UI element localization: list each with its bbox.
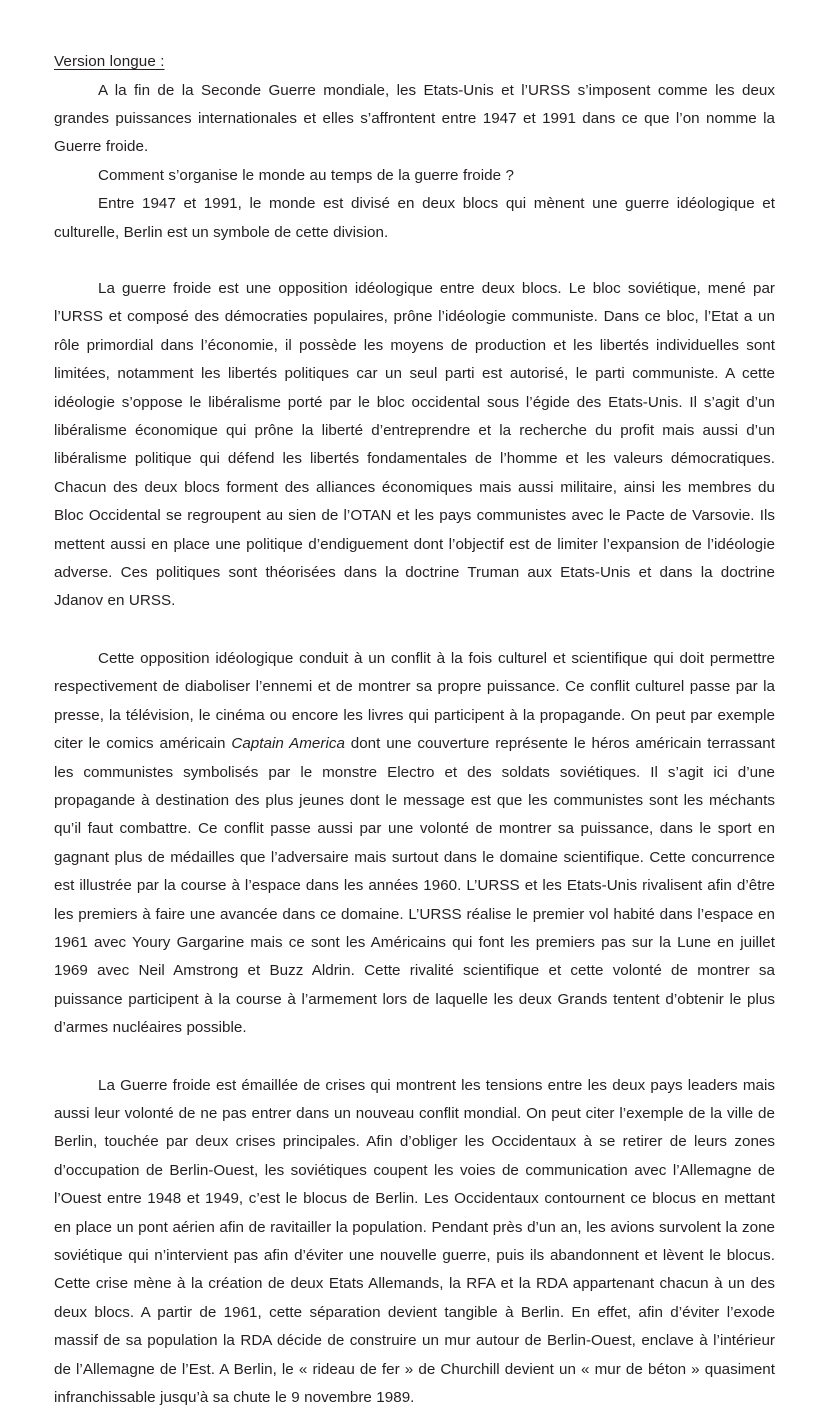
paragraph-spacer-1 [54, 247, 775, 275]
paragraph-spacer-2 [54, 616, 775, 645]
paragraph-body-2-part-a: Cette opposition idéologique conduit à un conflit à la fois culturel et scientifique qui doit permettre respectivement de diaboliser l’ennemi et de montrer sa propre puissance. Ce conflit culturel passe par la presse, la télévision, le cinéma ou encore les livres qui participent à la propagande. On peut par exemple citer le comics américain [54, 649, 775, 753]
paragraph-body-2-part-b: dont une couverture représente le héros américain terrassant les communistes symbolisés par le monstre Electro et des soldats soviétiques. Il s’agit ici d’une propagande à destination des plus jeunes dont le message est que les communistes sont les méchants qu’il faut combattre. Ce conflit passe aussi par une volonté de montrer sa puissance, dans le sport en gagnant plus de médailles que l’adversaire mais surtout dans le domaine scientifique. Cette concurrence est illustrée par la course à l’espace dans les années 1960. L’URSS et les Etats-Unis rivalisent afin d’être les premiers à faire une avancée dans ce domaine. L’URSS réalise le premier vol habité dans l’espace en 1961 avec Youry Gargarine mais ce sont les Américains qui font les premiers pas sur la Lune en juillet 1969 avec Neil Amstrong et Buzz Aldrin. Cette rivalité scientifique et cette volonté de montrer sa puissance participent à la course à l’armement lors de laquelle les deux Grands tentent d’obtenir le plus d’armes nucléaires possible. [54, 735, 775, 1037]
page-title [54, 50, 775, 74]
paragraph-intro-3: Entre 1947 et 1991, le monde est divisé en deux blocs qui mènent une guerre idéologique et culturelle, Berlin est un symbole de cette division. [54, 195, 775, 241]
document-body [54, 50, 775, 1412]
paragraph-body-2 [54, 645, 775, 1043]
paragraph-intro-2: Comment s’organise le monde au temps de la guerre froide ? [98, 166, 514, 184]
paragraph-body-1: La guerre froide est une opposition idéologique entre deux blocs. Le bloc soviétique, mené par l’URSS et composé des démocraties populaires, prône l’idéologie communiste. Dans ce bloc, l’Etat a un rôle primordial dans l’économie, il possède les moyens de production et les libertés individuelles sont limitées, notamment les libertés politiques car un seul parti est autorisé, le parti communiste. A cette idéologie s’oppose le libéralisme porté par le bloc occidental sous l’égide des Etats-Unis. Il s’agit d’un libéralisme économique qui prône la liberté d’entreprendre et la recherche du profit mais aussi d’un libéralisme politique qui défend les libertés fondamentales de l’homme et les valeurs démocratiques. Chacun des deux blocs forment des alliances économiques mais aussi militaire, ainsi les membres du Bloc Occidental se regroupent au sien de l’OTAN et les pays communistes avec le Pacte de Varsovie. Ils mettent aussi en place une politique d’endiguement dont l’objectif est de limiter l’expansion de l’idéologie adverse. Ces politiques sont théorisées dans la doctrine Truman aux Etats-Unis et dans la doctrine Jdanov en URSS. [54, 280, 775, 610]
paragraph-intro-1: A la fin de la Seconde Guerre mondiale, les Etats-Unis et l’URSS s’imposent comme les deux grandes puissances internationales et elles s’affrontent entre 1947 et 1991 dans ce que l’on nomme la Guerre froide. [54, 81, 775, 156]
paragraph-body-3: La Guerre froide est émaillée de crises qui montrent les tensions entre les deux pays leaders mais aussi leur volonté de ne pas entrer dans un nouveau conflit mondial. On peut citer l’exemple de la ville de Berlin, touchée par deux crises principales. Afin d’obliger les Occidentaux à se retirer de leurs zones d’occupation de Berlin-Ouest, les soviétiques coupent les voies de communication avec l’Allemagne de l’Ouest entre 1948 et 1949, c’est le blocus de Berlin. Les Occidentaux contournent ce blocus en mettant en place un pont aérien afin de ravitailler la population. Pendant près d’un an, les avions survolent la zone soviétique qui n’intervient pas afin d’éviter une nouvelle guerre, puis ils abandonnent et lèvent le blocus. Cette crise mène à la création de deux Etats Allemands, la RFA et la RDA appartenant chacun à un des deux blocs. A partir de 1961, cette séparation devient tangible à Berlin. En effet, afin d’éviter l’exode massif de sa population la RDA décide de construire un mur autour de Berlin-Ouest, enclave à l’intérieur de l’Allemagne de l’Est. A Berlin, le « rideau de fer » de Churchill devient un « mur de béton » quasiment infranchissable jusqu’à sa chute le 9 novembre 1989. [54, 1076, 775, 1407]
paragraph-spacer-3 [54, 1043, 775, 1072]
comic-title-captain-america: Captain America [231, 735, 345, 753]
page-title-text: Version longue : [54, 53, 165, 70]
